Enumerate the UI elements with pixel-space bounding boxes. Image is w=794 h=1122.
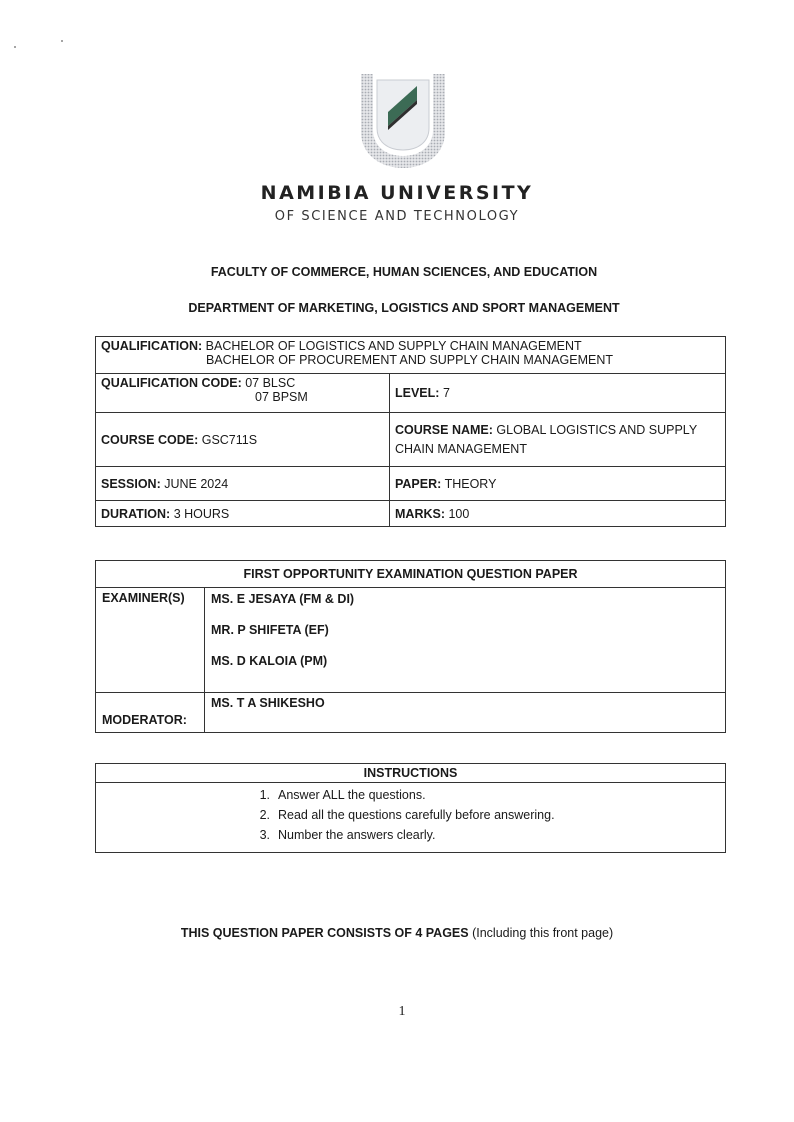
level-cell [390,374,726,413]
session-cell [96,467,390,501]
exam-header: FIRST OPPORTUNITY EXAMINATION QUESTION PAPER [96,561,726,588]
course-name-label: COURSE NAME: [395,422,493,437]
university-subtitle: OF SCIENCE AND TECHNOLOGY [274,209,520,224]
university-name: NAMIBIA UNIVERSITY [260,182,534,204]
qualification-code-label: QUALIFICATION CODE: [101,376,242,390]
course-code-label: COURSE CODE: [101,432,199,447]
examiner-name: MS. D KALOIA (PM) [211,654,328,668]
university-logo [355,70,451,170]
level-value: 7 [442,386,450,400]
faculty-title: FACULTY OF COMMERCE, HUMAN SCIENCES, AND EDUCATION [210,265,598,279]
course-code-cell [96,413,390,467]
examiners-label: EXAMINER(S) [96,588,205,693]
instruction-number: 1. [259,788,270,802]
paper-cell [390,467,726,501]
course-name-value: GLOBAL LOGISTICS AND SUPPLY CHAIN MANAGEMENT [395,422,697,456]
page-number: 1 [398,1004,406,1019]
level-label: LEVEL: [395,386,440,400]
instruction-number: 3. [259,828,270,842]
qualification-line-2: BACHELOR OF PROCUREMENT AND SUPPLY CHAIN MANAGEMENT [206,353,614,367]
instruction-number: 2. [259,808,270,822]
duration-label: DURATION: [101,506,171,521]
marks-cell [390,501,726,527]
instruction-item [246,825,725,845]
instruction-text: Read all the questions carefully before answering. [278,808,555,822]
qualification-code-cell [96,374,390,413]
department-title: DEPARTMENT OF MARKETING, LOGISTICS AND SPORT MANAGEMENT [188,301,620,315]
page-count-rest: (Including this front page) [472,926,614,940]
shield-logo-icon [355,70,451,170]
page-count-bold: THIS QUESTION PAPER CONSISTS OF 4 PAGES [180,926,469,940]
paper-label: PAPER: [395,476,442,491]
moderator-name: MS. T A SHIKESHO [205,693,726,733]
qualification-line-1: BACHELOR OF LOGISTICS AND SUPPLY CHAIN MANAGEMENT [205,339,582,353]
page-count-note [0,926,794,940]
instructions-table [95,763,726,853]
scan-speck [14,46,16,48]
instructions-list [96,785,725,845]
qualification-code-1: 07 BLSC [245,376,296,390]
qualification-cell [96,337,726,374]
examiners-list [205,588,726,693]
marks-label: MARKS: [395,506,445,521]
instructions-body [96,783,726,853]
qualification-label: QUALIFICATION: [101,339,203,353]
duration-value: 3 HOURS [173,506,230,521]
instruction-item [246,785,725,805]
paper-value: THEORY [444,476,497,491]
examiner-name: MR. P SHIFETA (EF) [211,623,329,637]
instruction-item [246,805,725,825]
duration-cell [96,501,390,527]
qualification-code-2: 07 BPSM [255,390,308,404]
instruction-text: Number the answers clearly. [278,828,436,842]
examiners-table [95,560,726,733]
session-label: SESSION: [101,476,161,491]
session-value: JUNE 2024 [164,476,229,491]
course-info-table [95,336,726,527]
instruction-text: Answer ALL the questions. [278,788,426,802]
moderator-label: MODERATOR: [96,693,205,733]
instructions-header: INSTRUCTIONS [96,764,726,783]
course-code-value: GSC711S [201,432,258,447]
examiner-name: MS. E JESAYA (FM & DI) [211,592,355,606]
scan-speck [61,40,63,42]
marks-value: 100 [448,506,470,521]
course-name-cell [390,413,726,467]
